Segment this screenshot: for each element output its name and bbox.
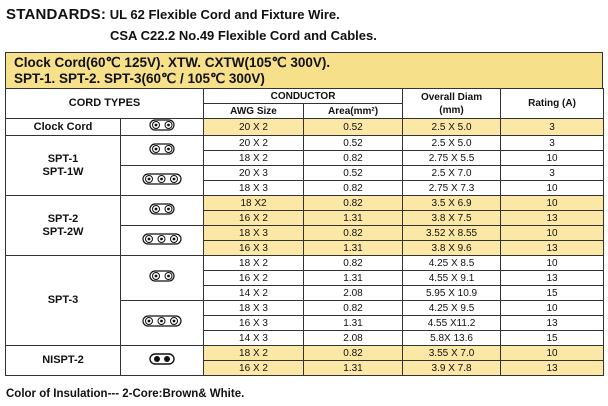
cable-icon [149,353,175,369]
overall-diam: 4.25 X 9.5 [403,301,501,316]
overall-diam: 2.5 X 5.0 [403,136,501,151]
rating-value: 10 [501,181,604,196]
area-value: 0.82 [304,181,403,196]
area-value: 0.82 [304,301,403,316]
standards-line2: CSA C22.2 No.49 Flexible Cord and Cables. [110,28,377,43]
cord-type-name: Clock Cord [6,119,121,136]
overall-diam: 5.8X 13.6 [403,331,501,346]
cable-icon [149,119,175,135]
header-diam-line1: Overall Diam [420,91,483,103]
rating-value: 13 [501,241,604,256]
cable-icon [142,173,182,189]
awg-size: 18 X 3 [204,181,304,196]
area-value: 2.08 [304,286,403,301]
banner-line1: Clock Cord(60℃ 125V). XTW. CXTW(105℃ 300V). [14,55,331,70]
rating-value: 10 [501,346,604,361]
cord-type-name: SPT-2 SPT-2W [6,196,121,256]
awg-size: 20 X 2 [204,136,304,151]
awg-size: 18 X 2 [204,151,304,166]
rating-value: 10 [501,151,604,166]
cord-cross-section-icon [121,196,204,226]
area-value: 0.52 [304,119,403,136]
awg-size: 16 X 3 [204,241,304,256]
area-value: 0.82 [304,196,403,211]
header-diam-line2: (mm) [439,104,464,116]
banner-line2: SPT-1. SPT-2. SPT-3(60℃ / 105℃ 300V) [14,71,265,86]
overall-diam: 2.5 X 7.0 [403,166,501,181]
header-area: Area(mm²) [304,104,403,119]
area-value: 0.82 [304,346,403,361]
standards-line1 [6,6,340,23]
area-value: 0.82 [304,151,403,166]
awg-size: 16 X 3 [204,316,304,331]
area-value: 1.31 [304,361,403,376]
overall-diam: 2.75 X 7.3 [403,181,501,196]
awg-size: 18 X 2 [204,256,304,271]
area-value: 0.52 [304,166,403,181]
area-value: 1.31 [304,271,403,286]
standards-label: STANDARDS: [6,6,107,23]
table-row [6,119,604,136]
cord-cross-section-icon [121,256,204,301]
cable-icon [142,315,182,331]
area-value: 0.82 [304,226,403,241]
cord-banner [5,52,603,89]
standards-text1: UL 62 Flexible Cord and Fixture Wire. [109,7,340,22]
overall-diam: 2.5 X 5.0 [403,119,501,136]
cable-icon [149,143,175,159]
overall-diam: 2.75 X 5.5 [403,151,501,166]
rating-value: 10 [501,226,604,241]
overall-diam: 4.25 X 8.5 [403,256,501,271]
cord-cross-section-icon [121,136,204,166]
header-rating: Rating (A) [501,89,604,119]
area-value: 0.52 [304,136,403,151]
insulation-color-note: Color of Insulation--- 2-Core:Brown& White. [6,388,245,400]
header-diam [403,89,501,119]
rating-value: 13 [501,211,604,226]
rating-value: 10 [501,196,604,211]
overall-diam: 3.55 X 7.0 [403,346,501,361]
overall-diam: 3.52 X 8.55 [403,226,501,241]
area-value: 1.31 [304,316,403,331]
cable-icon [149,270,175,286]
awg-size: 18 X2 [204,196,304,211]
overall-diam: 3.9 X 7.8 [403,361,501,376]
overall-diam: 4.55 X 9.1 [403,271,501,286]
cord-type-name: SPT-3 [6,256,121,346]
overall-diam: 4.55 X11.2 [403,316,501,331]
table-row [6,256,604,271]
cord-cross-section-icon [121,166,204,196]
awg-size: 16 X 2 [204,211,304,226]
rating-value: 10 [501,301,604,316]
awg-size: 18 X 3 [204,226,304,241]
header-awg: AWG Size [204,104,304,119]
table-row [6,136,604,151]
cord-cross-section-icon [121,226,204,256]
header-cord-types: CORD TYPES [6,89,204,119]
rating-value: 10 [501,256,604,271]
rating-value: 3 [501,119,604,136]
area-value: 1.31 [304,211,403,226]
cord-type-name: NISPT-2 [6,346,121,376]
rating-value: 15 [501,331,604,346]
rating-value: 3 [501,166,604,181]
awg-size: 16 X 2 [204,361,304,376]
rating-value: 13 [501,316,604,331]
cord-cross-section-icon [121,119,204,136]
awg-size: 14 X 2 [204,286,304,301]
table-row [6,346,604,361]
awg-size: 18 X 3 [204,301,304,316]
cord-spec-table [5,88,604,376]
awg-size: 20 X 2 [204,119,304,136]
cord-type-name: SPT-1 SPT-1W [6,136,121,196]
awg-size: 18 X 2 [204,346,304,361]
overall-diam: 3.8 X 9.6 [403,241,501,256]
overall-diam: 5.95 X 10.9 [403,286,501,301]
cord-cross-section-icon [121,346,204,376]
rating-value: 13 [501,361,604,376]
area-value: 0.82 [304,256,403,271]
area-value: 1.31 [304,241,403,256]
table-row [6,196,604,211]
rating-value: 15 [501,286,604,301]
cord-cross-section-icon [121,301,204,346]
cable-icon [149,203,175,219]
rating-value: 3 [501,136,604,151]
header-conductor: CONDUCTOR [204,89,403,104]
area-value: 2.08 [304,331,403,346]
overall-diam: 3.8 X 7.5 [403,211,501,226]
awg-size: 14 X 3 [204,331,304,346]
overall-diam: 3.5 X 6.9 [403,196,501,211]
awg-size: 16 X 2 [204,271,304,286]
rating-value: 13 [501,271,604,286]
cable-icon [142,233,182,249]
awg-size: 20 X 3 [204,166,304,181]
